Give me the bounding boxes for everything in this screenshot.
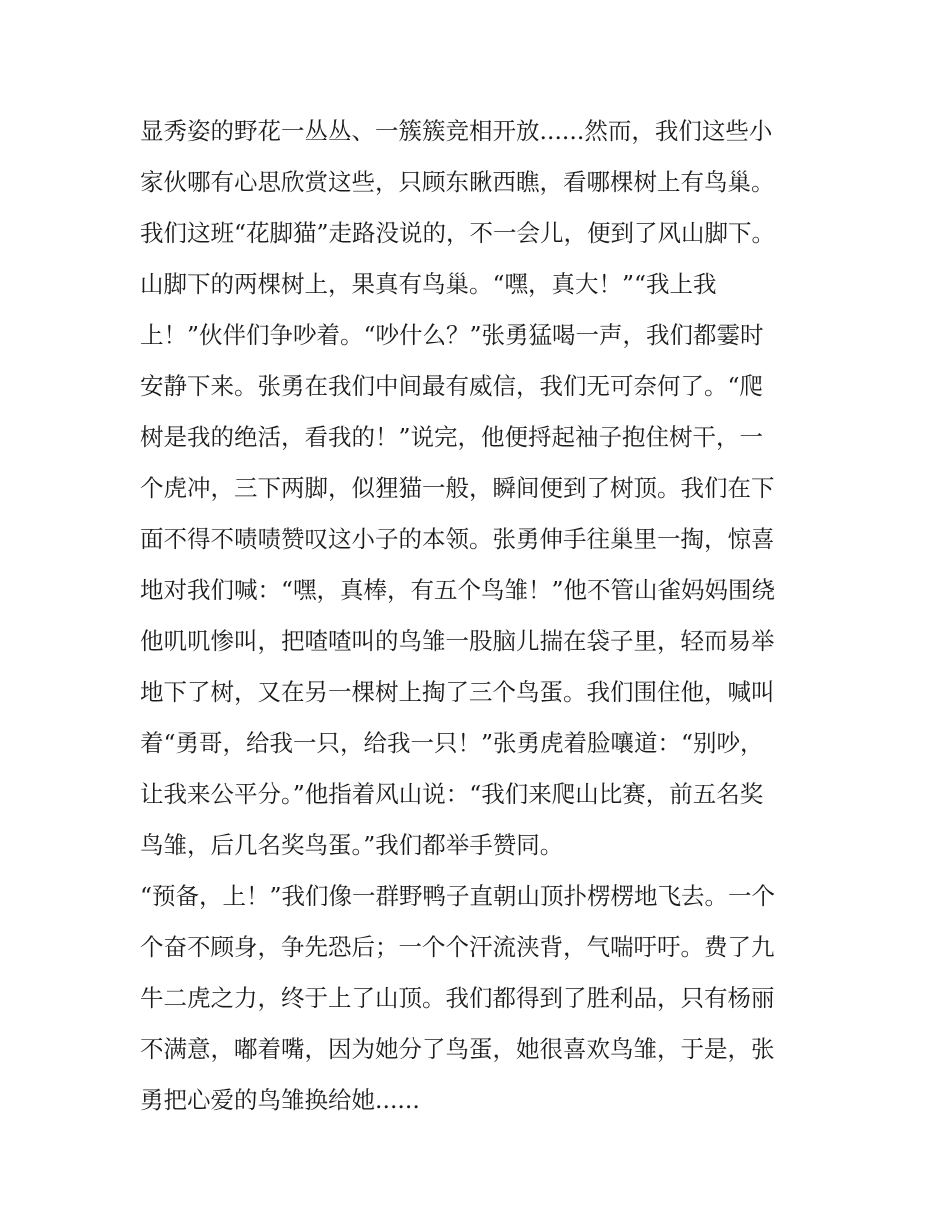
- text-line: 个虎冲，三下两脚，似狸猫一般，瞬间便到了树顶。我们在下: [140, 474, 775, 502]
- text-line: 着“勇哥，给我一只，给我一只！”张勇虎着脸嚷道：“别吵，: [140, 729, 764, 757]
- text-line: 他叽叽惨叫，把喳喳叫的鸟雏一股脑儿揣在袋子里，轻而易举: [140, 627, 775, 655]
- text-line: 我们这班“花脚猫”走路没说的，不一会儿，便到了风山脚下。: [140, 219, 776, 247]
- story-text: [140, 106, 830, 1126]
- text-line: 地下了树，又在另一棵树上掏了三个鸟蛋。我们围住他，喊叫: [140, 678, 775, 706]
- text-line: 上！”伙伴们争吵着。“吵什么？”张勇猛喝一声，我们都霎时: [140, 321, 764, 349]
- text-line: 山脚下的两棵树上，果真有鸟巢。“嘿，真大！”“我上我: [140, 270, 717, 298]
- text-line: 显秀姿的野花一丛丛、一簇簇竞相开放......然而，我们这些小: [140, 117, 773, 145]
- text-line: 树是我的绝活，看我的！”说完，他便捋起袖子抱住树干，一: [140, 423, 764, 451]
- text-line: 家伙哪有心思欣赏这些，只顾东瞅西瞧，看哪棵树上有鸟巢。: [140, 168, 775, 196]
- text-line: 面不得不啧啧赞叹这小子的本领。张勇伸手往巢里一掏，惊喜: [140, 525, 775, 553]
- text-line: 个奋不顾身，争先恐后；一个个汗流浃背，气喘吁吁。费了九: [140, 933, 775, 961]
- text-line: 勇把心爱的鸟雏换给她......: [140, 1086, 420, 1114]
- text-line: 地对我们喊：“嘿，真棒，有五个鸟雏！”他不管山雀妈妈围绕: [140, 576, 776, 604]
- text-line: 牛二虎之力，终于上了山顶。我们都得到了胜利品，只有杨丽: [140, 984, 775, 1012]
- text-line: “预备，上！”我们像一群野鸭子直朝山顶扑楞楞地飞去。一个: [140, 882, 776, 910]
- text-line: 鸟雏，后几名奖鸟蛋。”我们都举手赞同。: [140, 831, 564, 859]
- text-line: 让我来公平分。”他指着风山说：“我们来爬山比赛，前五名奖: [140, 780, 764, 808]
- text-line: 不满意，嘟着嘴，因为她分了鸟蛋，她很喜欢鸟雏，于是，张: [140, 1035, 775, 1063]
- text-line: 安静下来。张勇在我们中间最有威信，我们无可奈何了。“爬: [140, 372, 764, 400]
